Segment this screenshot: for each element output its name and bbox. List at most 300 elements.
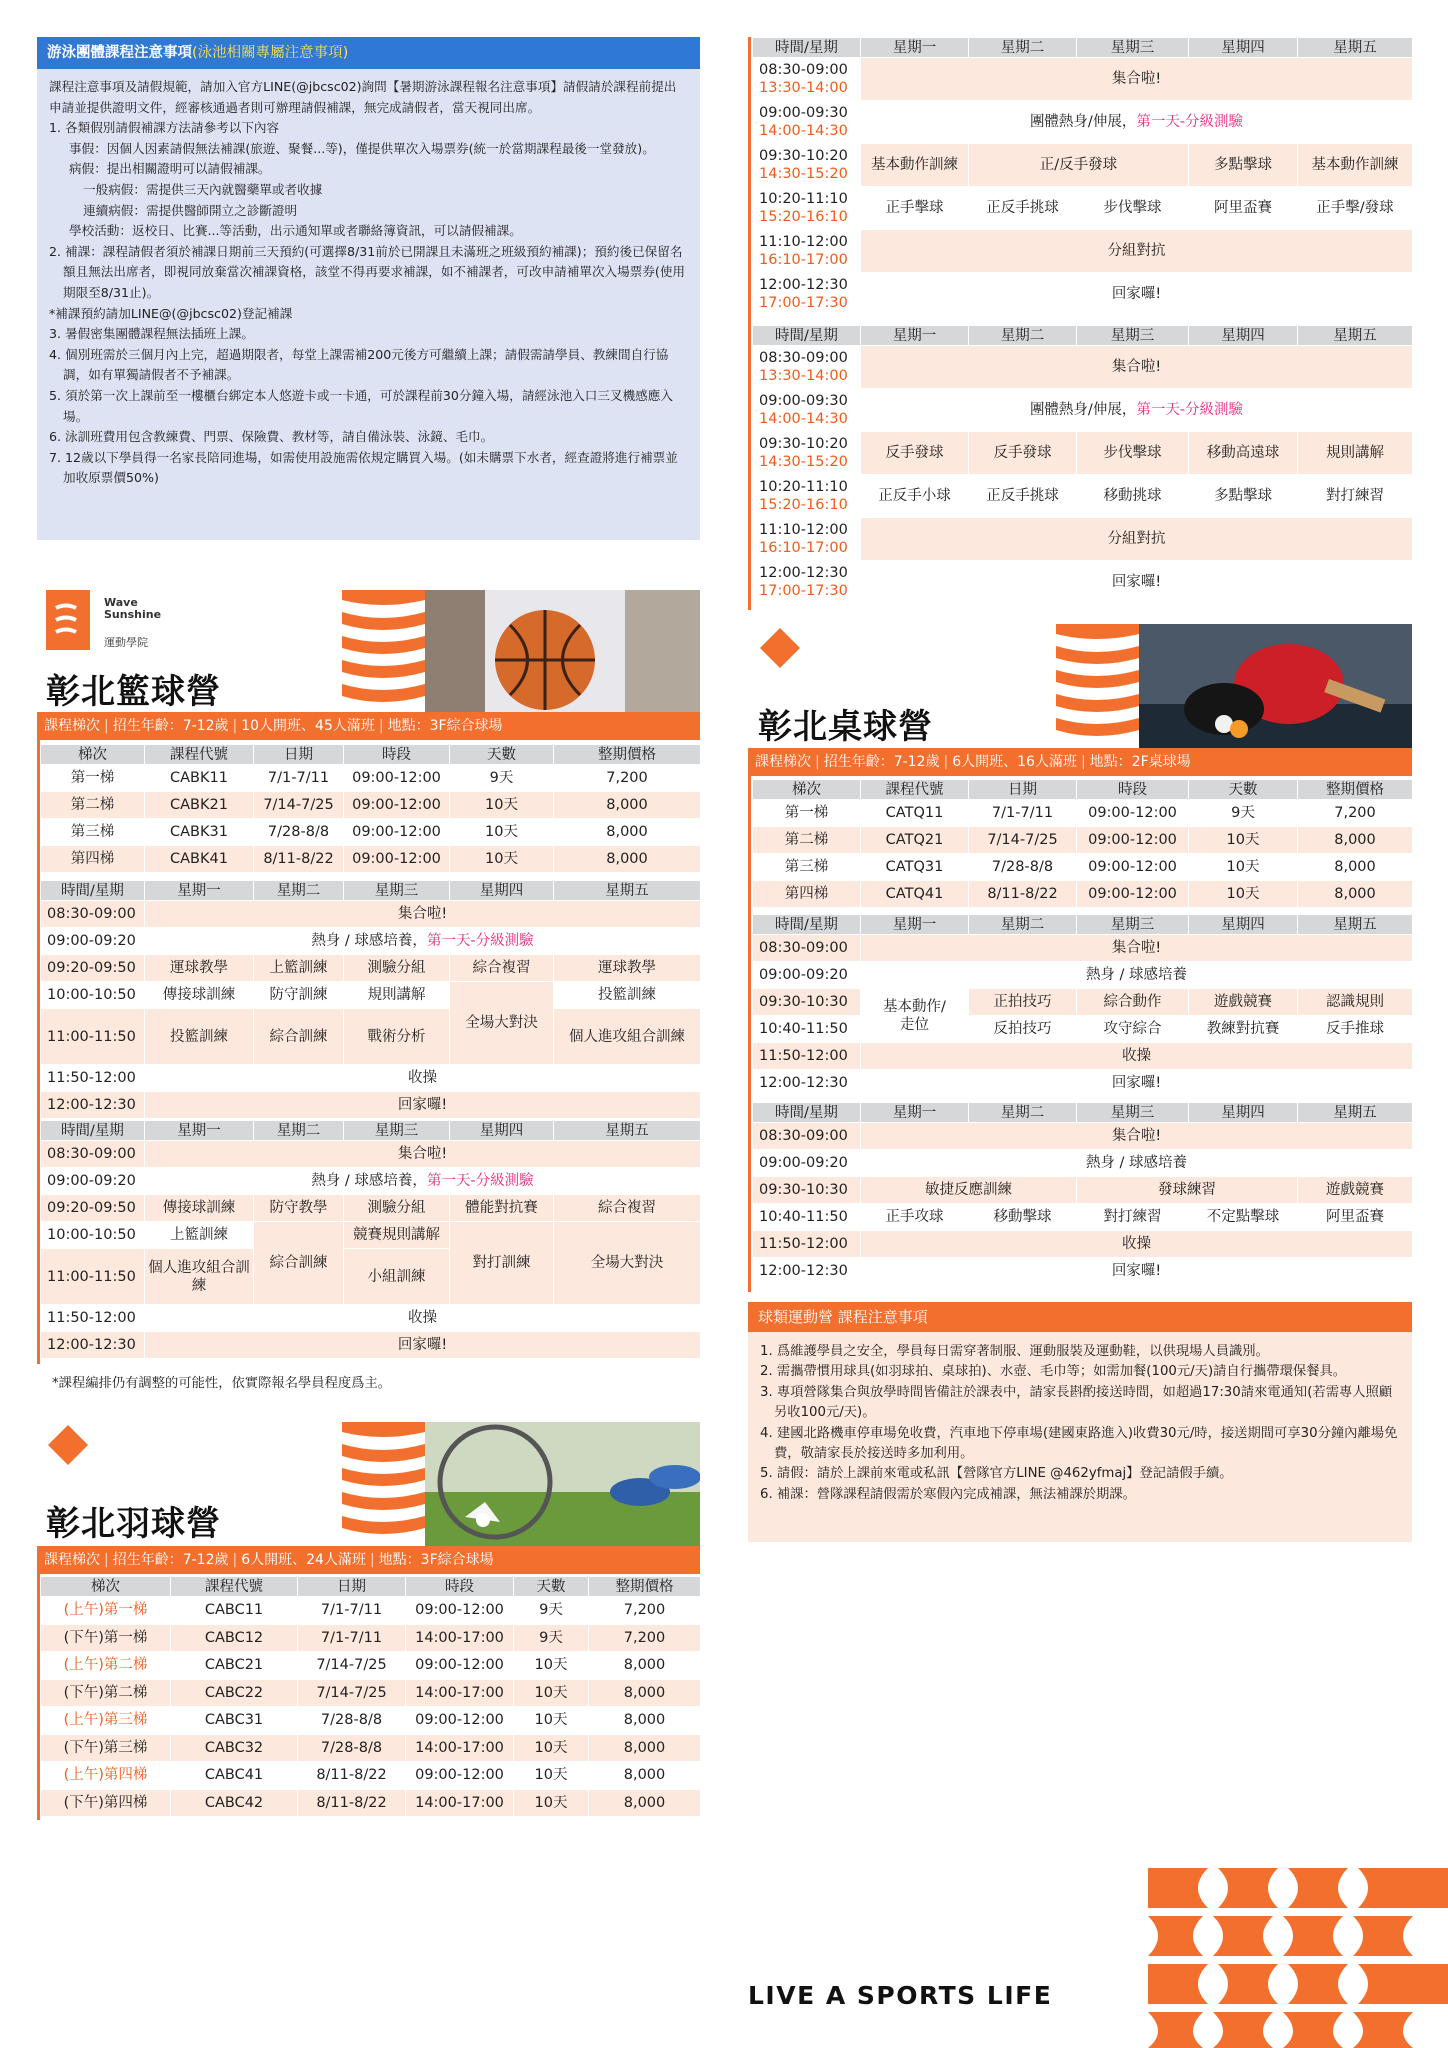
table-cell: 09:00-12:00 [1077, 800, 1189, 827]
schedule-cell: 上籃訓練 [254, 955, 344, 982]
header-cell: 星期一 [145, 881, 254, 901]
header-cell: 星期二 [969, 1103, 1077, 1123]
table-cell: CABC31 [171, 1707, 298, 1735]
schedule-cell: 綜合複習 [450, 955, 554, 982]
swim-notice-line: 6. 泳訓班費用包含教練費、門票、保險費、教材等，請自備泳裝、泳鏡、毛巾。 [49, 429, 494, 445]
schedule-cell: 認識規則 [1298, 989, 1413, 1016]
time-cell: 10:00-10:50 [41, 1222, 145, 1249]
table-cell: CABK11 [145, 765, 254, 792]
time-cell: 08:30-09:00 [753, 935, 861, 962]
swim-notice-line: 3. 暑假密集團體課程無法插班上課。 [49, 326, 254, 342]
table-row [753, 1016, 1413, 1043]
time-cell: 08:30-09:00 [41, 1141, 145, 1168]
table-cell: 09:00-12:00 [344, 765, 450, 792]
table-cell: 8,000 [589, 1762, 701, 1790]
schedule-cell: 步伐擊球 [1077, 432, 1189, 475]
time-cell [753, 518, 861, 561]
warmup-text: 熱身 / 球感培養， [311, 933, 427, 949]
ball-notice-line: 5. 請假：請於上課前來電或私訊【營隊官方LINE @462yfmaj】登記請假手續。 [760, 1466, 1233, 1482]
table-header-row [753, 38, 1413, 58]
header-cell: 星期三 [1077, 326, 1189, 346]
time-cell [753, 475, 861, 518]
header-cell: 星期四 [1189, 915, 1298, 935]
schedule-cell: 小組訓練 [344, 1249, 450, 1305]
time-cell [753, 101, 861, 144]
table-row [41, 955, 701, 982]
tabletennis-photo [1139, 624, 1412, 748]
table-cell: 10天 [450, 819, 554, 846]
header-cell: 時間/星期 [753, 38, 861, 58]
table-cell: 8/11-8/22 [254, 846, 344, 873]
table-cell: 8,000 [589, 1679, 701, 1707]
table-cell: (下午)第一梯 [41, 1624, 171, 1652]
schedule-cell: 正手擊球 [861, 187, 969, 230]
table-cell: 09:00-12:00 [1077, 854, 1189, 881]
schedule-cell: 綜合複習 [554, 1195, 701, 1222]
table-cell: 8,000 [589, 1652, 701, 1680]
time-cell: 12:00-12:30 [753, 1070, 861, 1097]
tabletennis-diamond-icon [760, 628, 800, 672]
table-cell: CABK21 [145, 792, 254, 819]
schedule-cell: 移動擊球 [969, 1204, 1077, 1231]
table-cell: 7/1-7/11 [298, 1597, 406, 1625]
table-row [753, 58, 1413, 101]
badminton-info-strip [37, 1546, 700, 1574]
strip-separator: | [1080, 754, 1086, 770]
schedule-cell: 熱身 / 球感培養 [861, 1150, 1413, 1177]
shuttlecock-icon [425, 1422, 700, 1546]
schedule-cell: 集合啦! [145, 901, 701, 928]
strip-item: 地點：3F綜合球場 [387, 718, 503, 734]
time-am: 12:00-12:30 [759, 277, 848, 293]
header-cell: 星期四 [1189, 326, 1298, 346]
ball-notice-line: 3. 專項營隊集合與放學時間皆備註於課表中，請家長斟酌接送時間，如超過17:30請來電通知(若需專人照顧另收100元/天)。 [760, 1384, 1393, 1421]
table-cell: CATQ31 [861, 854, 969, 881]
swim-notice-body [37, 69, 700, 489]
schedule-cell: 阿里盃賽 [1189, 187, 1298, 230]
wave-pattern-icon [1148, 1868, 1448, 2048]
time-cell: 11:50-12:00 [753, 1231, 861, 1258]
schedule-cell: 規則講解 [1298, 432, 1413, 475]
time-am: 09:30-10:20 [759, 148, 848, 164]
schedule-cell: 傳接球訓練 [145, 982, 254, 1009]
schedule-cell: 規則講解 [344, 982, 450, 1009]
table-cell: 10天 [514, 1679, 589, 1707]
table-row [753, 827, 1413, 854]
header-cell: 星期五 [1298, 915, 1413, 935]
table-cell: 7/14-7/25 [298, 1652, 406, 1680]
ball-notice-line: 2. 需攜帶慣用球具(如羽球拍、桌球拍)、水壺、毛巾等；如需加餐(100元/天)請自行攜帶環保餐具。 [760, 1364, 1347, 1380]
strip-separator: | [369, 1552, 375, 1568]
swim-notice-line: 連續病假：需提供醫師開立之診斷證明 [83, 202, 298, 218]
time-am: 09:00-09:30 [759, 393, 848, 409]
table-row [753, 935, 1413, 962]
schedule-cell: 對打訓練 [450, 1222, 554, 1305]
stripe-pattern-icon [342, 590, 425, 712]
header-cell: 星期二 [969, 38, 1077, 58]
table-row [41, 1141, 701, 1168]
table-cell: 10天 [514, 1734, 589, 1762]
table-cell: 10天 [450, 792, 554, 819]
schedule-cell: 回家囉! [861, 561, 1413, 604]
schedule-cell: 個人進攻組合訓練 [554, 1009, 701, 1065]
time-pm: 15:20-16:10 [759, 209, 848, 225]
time-cell: 11:00-11:50 [41, 1249, 145, 1305]
header-cell: 星期五 [554, 881, 701, 901]
swim-notice-line: 事假：因個人因素請假無法補課(旅遊、聚餐...等)，僅提供單次入場票券(統一於當期課程最後一堂發放)。 [69, 140, 655, 156]
schedule-cell: 分組對抗 [861, 518, 1413, 561]
table-cell: 第三梯 [753, 854, 861, 881]
table-cell: 8,000 [1298, 881, 1413, 908]
level-test-text: 第一天-分級測驗 [1136, 402, 1244, 418]
table-row [41, 846, 701, 873]
table-row [41, 765, 701, 792]
schedule-cell: 反手發球 [861, 432, 969, 475]
table-row [753, 1123, 1413, 1150]
table-cell: 10天 [1189, 854, 1298, 881]
tabletennis-title: 彰北桌球營 [758, 707, 933, 747]
time-pm: 17:00-17:30 [759, 583, 848, 599]
table-cell: 09:00-12:00 [344, 792, 450, 819]
strip-item: 課程梯次 [44, 718, 100, 734]
header-cell: 課程代號 [861, 780, 969, 800]
schedule-cell: 遊戲競賽 [1189, 989, 1298, 1016]
schedule-cell: 傳接球訓練 [145, 1195, 254, 1222]
schedule-note: *課程編排仍有調整的可能性，依實際報名學員程度爲主。 [52, 1376, 392, 1391]
schedule-cell: 攻守綜合 [1077, 1016, 1189, 1043]
schedule-cell: 正/反手發球 [969, 144, 1189, 187]
time-cell [753, 187, 861, 230]
time-pm: 14:00-14:30 [759, 123, 848, 139]
header-cell: 星期一 [145, 1121, 254, 1141]
table-cell: 10天 [514, 1789, 589, 1817]
strip-item: 招生年齡：7-12歲 [112, 718, 229, 734]
basketball-icon [425, 590, 700, 712]
tabletennis-pricing-table [752, 779, 1413, 908]
time-am: 08:30-09:00 [759, 350, 848, 366]
swim-notice-line: 2. 補課：課程請假者須於補課日期前三天預約(可選擇8/31前於已開課且未滿班之班級預約補課)；預約後已保留名額且無法出席者，即視同放棄當次補課資格，該堂不得再要求補課，如不補課者，可改申請補單次入場票券(使用期限至8/31止)。 [49, 243, 686, 300]
table-row [753, 962, 1413, 989]
schedule-cell: 投籃訓練 [554, 982, 701, 1009]
table-cell: 7/14-7/25 [254, 792, 344, 819]
badminton-schedule-2 [752, 325, 1413, 604]
logo-academy-text: 運動學院 [104, 636, 148, 649]
table-row [41, 928, 701, 955]
schedule-cell: 對打練習 [1298, 475, 1413, 518]
schedule-cell: 防守訓練 [254, 982, 344, 1009]
table-cell: 7,200 [589, 1624, 701, 1652]
time-cell [753, 346, 861, 389]
header-cell: 星期一 [861, 38, 969, 58]
header-cell: 時段 [344, 745, 450, 765]
table-cell: 14:00-17:00 [406, 1624, 514, 1652]
table-row [753, 389, 1413, 432]
swim-notice-line: 7. 12歲以下學員得一名家長陪同進場，如需使用設施需依規定購買入場。(如未購票下水者，經查證將進行補票並加收原票價50%) [49, 449, 678, 486]
table-row [753, 1070, 1413, 1097]
swim-notice-line: 課程注意事項及請假規範，請加入官方LINE(@jbcsc02)詢問【暑期游泳課程報名注意事項】請假請於課程前提出申請並提供證明文件，經審核通過者則可辦理請假補課，無完成請假者，當天視同出席。 [49, 79, 677, 115]
time-cell: 11:50-12:00 [753, 1043, 861, 1070]
schedule-cell: 移動高遠球 [1189, 432, 1298, 475]
time-cell [753, 389, 861, 432]
schedule-cell: 基本動作/走位 [861, 989, 969, 1043]
table-row [41, 1065, 701, 1092]
table-cell: 9天 [1189, 800, 1298, 827]
table-cell: 第四梯 [753, 881, 861, 908]
time-pm: 14:30-15:20 [759, 454, 848, 470]
time-am: 10:20-11:10 [759, 191, 848, 207]
schedule-cell: 收操 [861, 1043, 1413, 1070]
table-cell: CATQ41 [861, 881, 969, 908]
time-cell: 09:30-10:30 [753, 1177, 861, 1204]
schedule-cell: 集合啦! [145, 1141, 701, 1168]
strip-separator: | [104, 1552, 109, 1568]
strip-item: 6人開班、16人滿班 [952, 754, 1077, 770]
table-cell: CABK31 [145, 819, 254, 846]
table-row [753, 1043, 1413, 1070]
time-cell: 11:50-12:00 [41, 1305, 145, 1332]
table-row [41, 1168, 701, 1195]
table-row [41, 819, 701, 846]
header-cell: 星期二 [969, 326, 1077, 346]
badminton-schedule-side-bar [748, 37, 751, 610]
header-cell: 時間/星期 [753, 915, 861, 935]
table-row [41, 1762, 701, 1790]
table-cell: 10天 [450, 846, 554, 873]
table-cell: (下午)第四梯 [41, 1789, 171, 1817]
time-cell: 12:00-12:30 [753, 1258, 861, 1285]
schedule-cell: 回家囉! [861, 273, 1413, 316]
schedule-cell: 綜合訓練 [254, 1009, 344, 1065]
schedule-cell: 分組對抗 [861, 230, 1413, 273]
ball-notice-line: 6. 補課：營隊課程請假需於寒假內完成補課，無法補課於期課。 [760, 1486, 1136, 1502]
schedule-cell: 個人進攻組合訓練 [145, 1249, 254, 1305]
table-cell: 9天 [514, 1624, 589, 1652]
schedule-cell: 戰術分析 [344, 1009, 450, 1065]
table-cell: 7/1-7/11 [298, 1624, 406, 1652]
basketball-logo-text [104, 597, 161, 621]
table-row [41, 1009, 701, 1065]
schedule-cell: 測驗分組 [344, 1195, 450, 1222]
header-cell: 星期五 [554, 1121, 701, 1141]
swim-notice-line: 4. 個別班需於三個月內上完，超過期限者，每堂上課需補200元後方可繼續上課；請假需請學員、教練間自行協調，如有單獨請假者不予補課。 [49, 346, 669, 383]
table-cell: CATQ11 [861, 800, 969, 827]
header-cell: 日期 [969, 780, 1077, 800]
header-cell: 整期價格 [589, 1577, 701, 1597]
tabletennis-info-strip [748, 748, 1412, 776]
basketball-photo [425, 590, 700, 712]
header-cell: 星期四 [450, 881, 554, 901]
table-row [41, 1332, 701, 1359]
strip-separator: | [378, 718, 384, 734]
schedule-cell: 正反手挑球 [969, 187, 1077, 230]
table-row [753, 561, 1413, 604]
strip-item: 6人開班、24人滿班 [241, 1552, 366, 1568]
time-cell: 09:00-09:20 [41, 928, 145, 955]
schedule-cell: 熱身 / 球感培養 [861, 962, 1413, 989]
header-cell: 天數 [514, 1577, 589, 1597]
table-cell: CABC12 [171, 1624, 298, 1652]
basketball-schedule-2 [40, 1120, 701, 1359]
schedule-cell: 投籃訓練 [145, 1009, 254, 1065]
header-cell: 星期三 [1077, 38, 1189, 58]
schedule-cell: 遊戲競賽 [1298, 1177, 1413, 1204]
table-cell: 8,000 [1298, 827, 1413, 854]
time-pm: 14:30-15:20 [759, 166, 848, 182]
table-cell: 14:00-17:00 [406, 1734, 514, 1762]
table-row [753, 518, 1413, 561]
header-cell: 星期三 [1077, 915, 1189, 935]
table-row [41, 1305, 701, 1332]
time-am: 11:10-12:00 [759, 522, 848, 538]
tabletennis-stripes [1056, 624, 1139, 748]
table-cell: 10天 [1189, 827, 1298, 854]
schedule-cell: 多點擊球 [1189, 475, 1298, 518]
table-cell: 7/1-7/11 [969, 800, 1077, 827]
swim-notice-line: 學校活動：返校日、比賽...等活動，出示通知單或者聯絡簿資訊，可以請假補課。 [69, 223, 522, 239]
header-cell: 時間/星期 [753, 326, 861, 346]
ping-pong-paddle-icon [1139, 624, 1412, 748]
time-cell [753, 432, 861, 475]
level-test-text: 第一天-分級測驗 [426, 1173, 534, 1189]
basketball-info-strip [37, 712, 700, 740]
table-cell: 7/28-8/8 [254, 819, 344, 846]
table-cell: 8/11-8/22 [298, 1762, 406, 1790]
table-row [753, 144, 1413, 187]
time-cell: 11:50-12:00 [41, 1065, 145, 1092]
header-cell: 梯次 [41, 1577, 171, 1597]
schedule-cell: 不定點擊球 [1189, 1204, 1298, 1231]
level-test-text: 第一天-分級測驗 [426, 933, 534, 949]
header-cell: 星期五 [1298, 326, 1413, 346]
table-cell: 8,000 [589, 1734, 701, 1762]
schedule-cell: 對打練習 [1077, 1204, 1189, 1231]
table-cell: (下午)第二梯 [41, 1679, 171, 1707]
schedule-cell: 體能對抗賽 [450, 1195, 554, 1222]
table-cell: 10天 [514, 1652, 589, 1680]
header-cell: 時間/星期 [41, 1121, 145, 1141]
schedule-cell [861, 389, 1413, 432]
time-cell: 10:40-11:50 [753, 1204, 861, 1231]
table-cell: 第二梯 [753, 827, 861, 854]
table-cell: (下午)第三梯 [41, 1734, 171, 1762]
schedule-cell: 全場大對決 [450, 982, 554, 1065]
time-cell: 09:30-10:30 [753, 989, 861, 1016]
table-cell: 第二梯 [41, 792, 145, 819]
table-cell: 7/28-8/8 [969, 854, 1077, 881]
table-row [753, 475, 1413, 518]
time-cell: 09:00-09:20 [753, 1150, 861, 1177]
table-cell: (上午)第一梯 [41, 1597, 171, 1625]
basketball-schedule-1 [40, 880, 701, 1119]
schedule-cell: 綜合訓練 [254, 1222, 344, 1305]
header-cell: 日期 [298, 1577, 406, 1597]
schedule-cell: 測驗分組 [344, 955, 450, 982]
table-cell: 7,200 [1298, 800, 1413, 827]
strip-item: 招生年齡：7-12歲 [823, 754, 940, 770]
time-cell: 12:00-12:30 [41, 1332, 145, 1359]
table-row [753, 230, 1413, 273]
strip-item: 招生年齡：7-12歲 [112, 1552, 229, 1568]
table-cell: 8/11-8/22 [969, 881, 1077, 908]
time-cell [753, 561, 861, 604]
table-row [41, 1222, 701, 1249]
table-row [41, 1624, 701, 1652]
header-cell: 星期一 [861, 1103, 969, 1123]
table-row [753, 1258, 1413, 1285]
swim-notice-line: 一般病假：需提供三天內就醫藥單或者收據 [83, 181, 323, 197]
schedule-cell: 反手推球 [1298, 1016, 1413, 1043]
header-cell: 星期四 [450, 1121, 554, 1141]
swim-notice-subtitle: (泳池相關專屬注意事項) [192, 45, 349, 61]
table-cell: 第一梯 [41, 765, 145, 792]
schedule-cell: 運球教學 [145, 955, 254, 982]
header-cell: 星期二 [969, 915, 1077, 935]
time-cell: 11:00-11:50 [41, 1009, 145, 1065]
badminton-schedule-1 [752, 37, 1413, 316]
time-cell: 08:30-09:00 [41, 901, 145, 928]
schedule-cell: 步伐擊球 [1077, 187, 1189, 230]
header-cell: 時段 [1077, 780, 1189, 800]
table-row [41, 1679, 701, 1707]
header-cell: 星期二 [254, 1121, 344, 1141]
time-cell: 09:20-09:50 [41, 1195, 145, 1222]
table-cell: (上午)第四梯 [41, 1762, 171, 1790]
basketball-stripes [342, 590, 425, 712]
header-cell: 時間/星期 [753, 1103, 861, 1123]
time-am: 12:00-12:30 [759, 565, 848, 581]
strip-separator: | [104, 718, 109, 734]
time-am: 11:10-12:00 [759, 234, 848, 250]
strip-item: 課程梯次 [44, 1552, 100, 1568]
schedule-cell: 集合啦! [861, 58, 1413, 101]
table-cell: 7,200 [589, 1597, 701, 1625]
table-header-row [41, 1577, 701, 1597]
tabletennis-schedule-1 [752, 914, 1413, 1097]
time-pm: 15:20-16:10 [759, 497, 848, 513]
table-row [753, 273, 1413, 316]
table-row [41, 901, 701, 928]
schedule-cell: 回家囉! [861, 1258, 1413, 1285]
header-cell: 梯次 [753, 780, 861, 800]
table-row [41, 1597, 701, 1625]
logo-wave-text: Wave [104, 596, 138, 609]
table-cell: 9天 [514, 1597, 589, 1625]
schedule-cell: 回家囉! [145, 1332, 701, 1359]
schedule-cell: 正手攻球 [861, 1204, 969, 1231]
schedule-cell: 回家囉! [861, 1070, 1413, 1097]
header-cell: 星期五 [1298, 38, 1413, 58]
table-cell: 8,000 [554, 846, 701, 873]
header-cell: 星期一 [861, 915, 969, 935]
warmup-text: 團體熱身/伸展， [1029, 114, 1137, 130]
badminton-title: 彰北羽球營 [46, 1504, 221, 1544]
time-cell [753, 230, 861, 273]
time-pm: 16:10-17:00 [759, 540, 848, 556]
time-cell [753, 144, 861, 187]
table-cell: 14:00-17:00 [406, 1679, 514, 1707]
time-pm: 14:00-14:30 [759, 411, 848, 427]
table-row [753, 1231, 1413, 1258]
time-cell: 10:00-10:50 [41, 982, 145, 1009]
warmup-text: 團體熱身/伸展， [1029, 402, 1137, 418]
tabletennis-side-bar [748, 776, 751, 1292]
schedule-cell: 發球練習 [1077, 1177, 1298, 1204]
table-header-row [41, 1121, 701, 1141]
schedule-cell: 基本動作訓練 [1298, 144, 1413, 187]
schedule-cell: 防守教學 [254, 1195, 344, 1222]
table-cell: CABK41 [145, 846, 254, 873]
schedule-cell: 反手發球 [969, 432, 1077, 475]
